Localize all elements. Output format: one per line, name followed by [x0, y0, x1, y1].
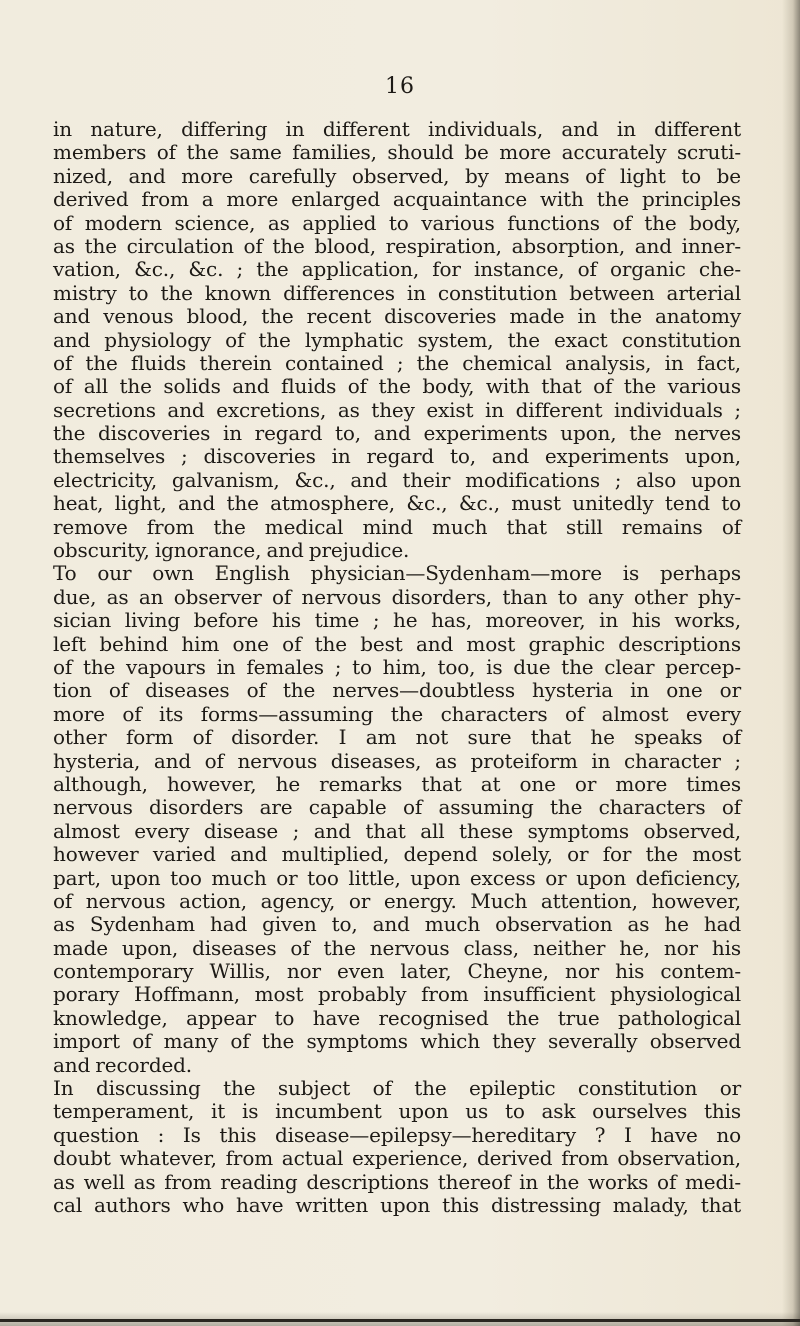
text-line: electricity, galvanism, &c., and their modifications ; also upon [53, 467, 741, 492]
text-line: cal authors who have written upon this distressing malady, that [53, 1192, 741, 1217]
text-line: part, upon too much or too little, upon excess or upon deficiency, [53, 865, 741, 890]
text-line: nervous disorders are capable of assuming the characters of [53, 795, 741, 820]
text-line: due, as an observer of nervous disorders, than to any other phy- [53, 584, 741, 609]
text-line: sician living before his time ; he has, moreover, in his works, [53, 608, 741, 633]
text-line: question : Is this disease—epilepsy—hereditary ? I have no [53, 1122, 741, 1147]
text-line: of all the solids and fluids of the body, with that of the various [53, 374, 741, 399]
text-line: other form of disorder. I am not sure that he speaks of [53, 725, 741, 750]
text-line: and physiology of the lymphatic system, the exact constitution [53, 327, 741, 352]
paragraph-start-line: In discussing the subject of the epileptic constitution or [53, 1076, 741, 1101]
text-line: mistry to the known differences in constitution between arterial [53, 280, 741, 305]
text-line: the discoveries in regard to, and experiments upon, the nerves [53, 421, 741, 446]
text-line: doubt whatever, from actual experience, derived from observation, [53, 1146, 741, 1171]
text-line: contemporary Willis, nor even later, Cheyne, nor his contem- [53, 959, 741, 984]
text-line: members of the same families, should be more accurately scruti- [53, 140, 741, 165]
text-line: as Sydenham had given to, and much observation as he had [53, 912, 741, 937]
text-line: derived from a more enlarged acquaintance with the principles [53, 187, 741, 212]
text-line: secretions and excretions, as they exist in different individuals ; [53, 397, 741, 422]
text-line: in nature, differing in different individuals, and in different [53, 117, 741, 141]
page-edge-shadow [782, 0, 800, 1326]
text-line: of nervous action, agency, or energy. Much attention, however, [53, 888, 741, 913]
text-line: although, however, he remarks that at one or more times [53, 771, 741, 796]
text-line: almost every disease ; and that all these symptoms observed, [53, 818, 741, 843]
text-line: porary Hoffmann, most probably from insufficient physiological [53, 982, 741, 1007]
text-line: as well as from reading descriptions thereof in the works of medi- [53, 1169, 741, 1194]
paragraph-end-line: and recorded. [53, 1052, 193, 1077]
text-line: knowledge, appear to have recognised the true pathological [53, 1005, 741, 1030]
text-line: and venous blood, the recent discoveries made in the anatomy [53, 304, 741, 329]
text-line: heat, light, and the atmosphere, &c., &c., must unitedly tend to [53, 491, 741, 516]
text-line: temperament, it is incumbent upon us to ask ourselves this [53, 1099, 741, 1124]
text-line: however varied and multiplied, depend solely, or for the most [53, 842, 741, 867]
text-line: of the fluids therein contained ; the chemical analysis, in fact, [53, 350, 741, 375]
body-text [53, 118, 741, 1217]
paragraph-end-line: obscurity, ignorance, and prejudice. [53, 538, 410, 563]
text-line: of modern science, as applied to various functions of the body, [53, 210, 741, 235]
text-line: nized, and more carefully observed, by means of light to be [53, 163, 741, 188]
paragraph-start-line: To our own English physician—Sydenham—more is perhaps [53, 561, 741, 586]
text-line: vation, &c., &c. ; the application, for instance, of organic che- [53, 257, 741, 282]
text-line: hysteria, and of nervous diseases, as proteiform in character ; [53, 748, 741, 773]
page-number: 16 [385, 74, 415, 99]
text-line: left behind him one of the best and most graphic descriptions [53, 631, 741, 656]
text-line: import of many of the symptoms which they severally observed [53, 1029, 741, 1054]
text-line: as the circulation of the blood, respiration, absorption, and inner- [53, 233, 741, 258]
text-line: made upon, diseases of the nervous class, neither he, nor his [53, 935, 741, 960]
text-line: themselves ; discoveries in regard to, and experiments upon, [53, 444, 741, 469]
text-line: of the vapours in females ; to him, too, is due the clear percep- [53, 654, 741, 679]
text-line: tion of diseases of the nerves—doubtless hysteria in one or [53, 678, 741, 703]
text-line: remove from the medical mind much that still remains of [53, 514, 741, 539]
page-bottom-edge [0, 1319, 800, 1322]
text-line: more of its forms—assuming the characters of almost every [53, 701, 741, 726]
